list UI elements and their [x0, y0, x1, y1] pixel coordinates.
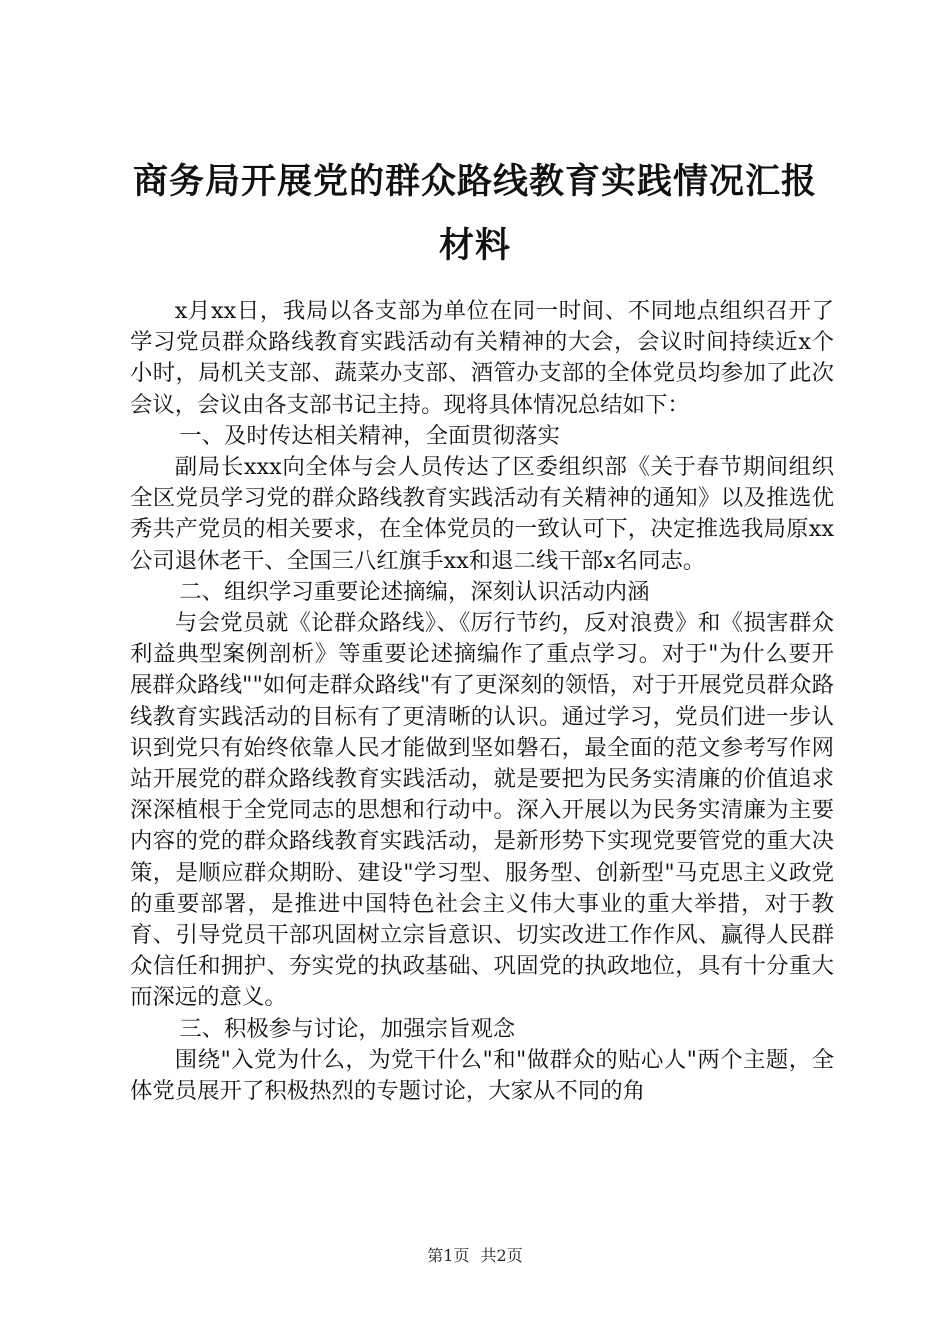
page-number: 第1页	[427, 1246, 470, 1265]
section-heading: 一、及时传达相关精神，全面贯彻落实	[179, 422, 560, 449]
document-title: 商务局开展党的群众路线教育实践情况汇报材料	[132, 161, 817, 266]
page-total: 共2页	[480, 1246, 523, 1265]
document-body	[130, 296, 834, 1107]
page-footer	[0, 1243, 950, 1266]
body-paragraph: 副局长xxx向全体与会人员传达了区委组织部《关于春节期间组织全区党员学习党的群众路线教育实践活动有关精神的通知》以及推选优秀共产党员的相关要求，在全体党员的一致认可下，决定推选我局原xx公司退休老干、全国三八红旗手xx和退二线干部x名同志。	[130, 454, 834, 574]
body-paragraph: 围绕"入党为什么，为党干什么"和"做群众的贴心人"两个主题，全体党员展开了积极热烈的专题讨论，大家从不同的角	[130, 1046, 834, 1105]
section-heading: 二、组织学习重要论述摘编，深刻认识活动内涵	[179, 578, 650, 605]
body-paragraph: 与会党员就《论群众路线》、《厉行节约，反对浪费》和《损害群众利益典型案例剖析》等重要论述摘编作了重点学习。对于"为什么要开展群众路线""如何走群众路线"有了更深刻的领悟，对于开展党员群众路线教育实践活动的目标有了更清晰的认识。通过学习，党员们进一步认识到党只有始终依靠人民才能做到坚如磐石，最全面的范文参考写作网站开展党的群众路线教育实践活动，就是要把为民务实清廉的价值追求深深植根于全党同志的思想和行动中。深入开展以为民务实清廉为主要内容的党的群众路线教育实践活动，是新形势下实现党要管党的重大决策，是顺应群众期盼、建设"学习型、服务型、创新型"马克思主义政党的重要部署，是推进中国特色社会主义伟大事业的重大举措，对于教育、引导党员干部巩固树立宗旨意识、切实改进工作作风、赢得人民群众信任和拥护、夯实党的执政基础、巩固党的执政地位，具有十分重大而深远的意义。	[130, 610, 834, 1011]
body-paragraph: x月xx日，我局以各支部为单位在同一时间、不同地点组织召开了学习党员群众路线教育实践活动有关精神的大会，会议时间持续近x个小时，局机关支部、蔬菜办支部、酒管办支部的全体党员均参加了此次会议，会议由各支部书记主持。现将具体情况总结如下：	[130, 298, 834, 418]
section-heading: 三、积极参与讨论，加强宗旨观念	[179, 1015, 516, 1042]
